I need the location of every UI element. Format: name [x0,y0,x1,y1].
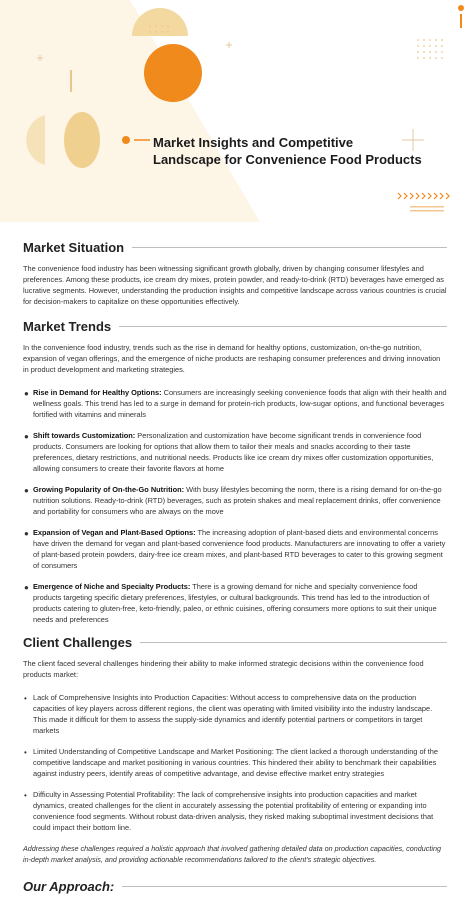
section-header [23,319,447,334]
list-item: ● Expansion of Vegan and Plant-Based Options: The increasing adoption of plant-based diets and environmental concerns have driven the demand for vegan and plant-based convenience food products. Manufacturers are innovating to offer a variety of plant-based protein powders, dairy-free ice cream mixes, and plant-based RTD beverages to cater to this growing segment of consumers [24,528,446,570]
section-heading-approach: Our Approach: [23,879,115,894]
bullet-icon: ● [24,486,29,495]
heading-rule [132,247,447,248]
bullet-icon: ● [24,389,29,398]
challenges-intro: The client faced several challenges hindering their ability to make informed strategic decisions within the convenience food products market: [23,659,424,679]
section-header [23,240,447,255]
challenges-list [24,692,447,833]
left-lens-shape [64,112,100,168]
challenges-note: Addressing these challenges required a holistic approach that involved gathering detailed data on production capacities, conducting in-depth market analysis, and providing actionable recommendations tailored to the client's strategic objectives. [23,844,441,864]
list-item: • Lack of Comprehensive Insights into Production Capacities: Without access to comprehensive data on the production capacities of key players across different regions, the client was operating with limited visibility into the industry landscape. This made it difficult for them to assess the supply-side dynamics and identify potential partners or competitors in target markets [24,693,433,735]
left-half-shape [26,115,45,165]
heading-rule [119,326,447,327]
bullet-icon: • [24,694,27,703]
list-item: ● Rise in Demand for Healthy Options: Consumers are increasingly seeking convenience foods that align with their health and wellness goals. This trend has led to a surge in demand for protein-rich products, low-sugar options, and functional beverages fortified with vitamins and minerals [24,388,447,419]
bullet-icon: ● [24,432,29,441]
situation-paragraph: The convenience food industry has been witnessing significant growth globally, driven by changing consumer lifestyles and preferences. Among these products, ice cream dry mixes, protein powder, and ready-to-drink (RTD) beverages have emerged as lucrative segments. However, understanding the production insights and competitive landscape across various countries is crucial for decision-makers to capitalize on these opportunities effectively. [23,264,447,306]
section-header [23,879,447,894]
bullet-icon: ● [24,583,29,592]
bullet-icon: ● [24,529,29,538]
bullet-icon: • [24,748,27,757]
section-header [23,635,447,650]
list-item: ● Growing Popularity of On-the-Go Nutrition: With busy lifestyles becoming the norm, there is a rising demand for on-the-go nutrition solutions. Ready-to-drink (RTD) beverages, such as protein shakes and meal replacement drinks, offer convenience and portability for consumers who are always on the move [24,485,442,516]
heading-rule [140,642,447,643]
trends-intro: In the convenience food industry, trends such as the rise in demand for healthy options, customization, on-the-go nutrition, expansion of vegan offerings, and the emergence of niche products are reshaping consumer preferences and driving innovation in product development and marketing strategies. [23,343,441,374]
hero-banner [0,0,470,222]
our-approach-section [23,879,447,894]
section-heading-challenges: Client Challenges [23,635,133,650]
client-challenges-section [23,635,447,865]
list-item: ● Shift towards Customization: Personalization and customization have become significant trends in convenience food products. Consumers are looking for options that allow them to tailor their meals and snacks according to their taste preferences, dietary restrictions, and nutritional needs. Products like ice cream dry mixes offer customization opportunities, allowing consumers to create their favorite flavors at home [24,431,434,473]
orange-circle [144,44,202,102]
market-trends-section [23,319,447,625]
section-heading-trends: Market Trends [23,319,112,334]
main-content [23,240,447,900]
market-situation-section [23,240,447,307]
trends-list [24,387,447,625]
vertical-bar [70,70,72,92]
bullet-icon: • [24,791,27,800]
section-heading-situation: Market Situation [23,240,125,255]
list-item: • Limited Understanding of Competitive Landscape and Market Positioning: The client lacked a thorough understanding of the competitive landscape and market positioning in various countries. This hindered their ability to benchmark their capabilities against industry peers, identify areas of competitive advantage, and devise effective market entry strategies [24,747,438,778]
list-item: • Difficulty in Assessing Potential Profitability: The lack of comprehensive insights into production capacities and market dynamics, created challenges for the client in accurately assessing the potential profitability of entering or expanding into convenience food segments. Without robust data-driven analysis, they risked making suboptimal investment decisions that could impact their bottom line. [24,790,434,832]
title-bullet-dot [122,136,130,144]
heading-rule [122,886,447,887]
hero-decoration [0,0,470,222]
page-title: Market Insights and Competitive Landscape for Convenience Food Products [153,135,422,167]
list-item: ● Emergence of Niche and Specialty Products: There is a growing demand for niche and specialty convenience food products targeting specific dietary preferences, lifestyles, or cultural backgrounds. This trend has led to the introduction of products catering to gluten-free, keto-friendly, paleo, or ethnic cuisines, offering consumers more options to suit their unique needs and preferences [24,582,437,624]
